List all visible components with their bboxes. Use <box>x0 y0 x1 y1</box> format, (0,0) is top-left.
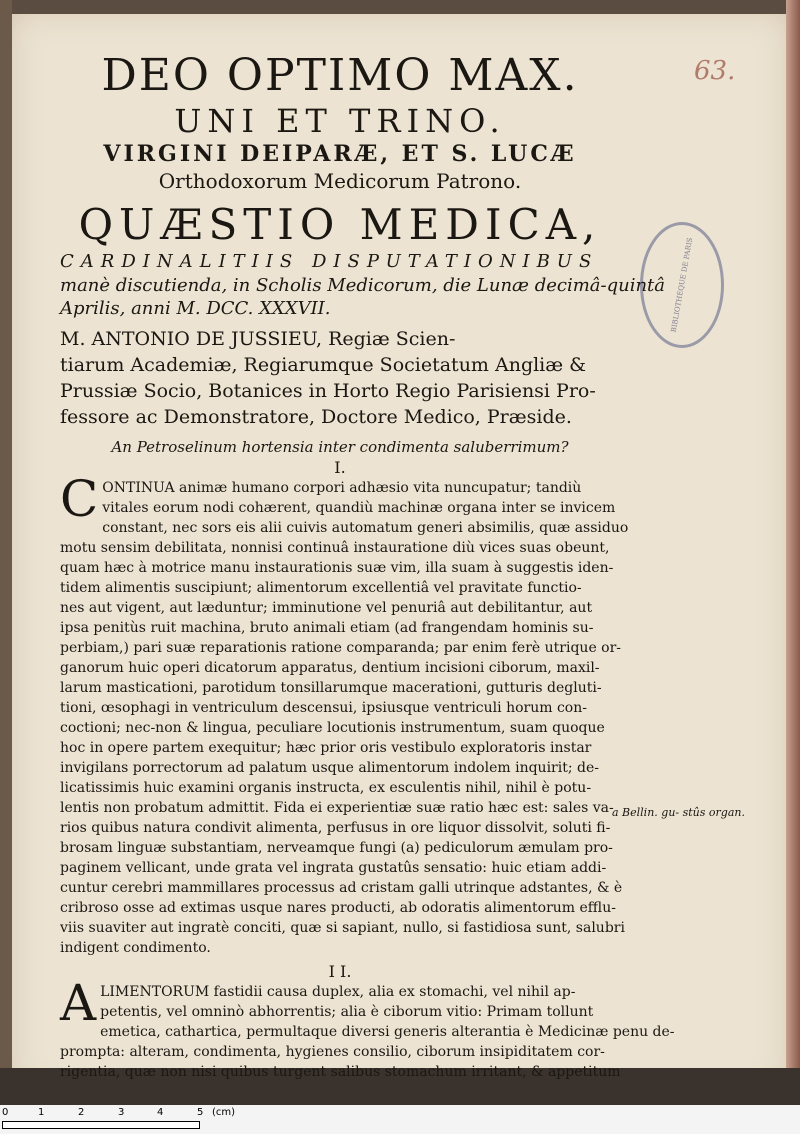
body-line: ONTINUA animæ humano corpori adhæsio vita nuncupatur; tandiù <box>102 480 582 496</box>
ruler-label: 0 <box>2 1107 9 1118</box>
section-1-body <box>60 470 629 958</box>
body-line: invigilans porrectorum ad palatum usque alimentorum indolem inquirit; de- <box>60 760 599 776</box>
ruler-unit-label: (cm) <box>212 1107 236 1118</box>
subtitle-line-2: manè discutienda, in Scholis Medicorum, die Lunæ decimâ-quintâ <box>60 275 666 296</box>
body-line: LIMENTORUM fastidii causa duplex, alia ex stomachi, vel nihil ap- <box>100 984 576 1000</box>
section-2-dropcap: A <box>60 974 97 1032</box>
body-line: tidem alimentis suscipiunt; alimentorum excellentiâ vel pravitate functio- <box>60 580 582 596</box>
body-line: larum masticationi, parotidum tonsillarumque macerationi, gutturis degluti- <box>60 680 602 696</box>
ruler-bar <box>2 1121 200 1129</box>
ruler-label: 2 <box>78 1107 85 1118</box>
body-line: licatissimis huic examini organis instructa, ex esculentis nihil, nihil è potu- <box>60 780 592 796</box>
ruler-label: 4 <box>157 1107 164 1118</box>
page-right-edge <box>786 0 800 1105</box>
ruler-label: 5 <box>197 1107 204 1118</box>
dedication-line-3: VIRGINI DEIPARÆ, ET S. LUCÆ <box>103 141 577 167</box>
document-content <box>60 50 675 1082</box>
dedication-line-1: DEO OPTIMO MAX. <box>101 50 579 101</box>
praeses-block <box>60 326 620 430</box>
body-line: cuntur cerebri mammillares processus ad cristam galli utrinque adstantes, & è <box>60 880 623 896</box>
ruler-label: 1 <box>38 1107 45 1118</box>
dedication-line-2: UNI ET TRINO. <box>174 102 506 140</box>
quaestio-title: QUÆSTIO MEDICA, <box>78 200 602 249</box>
section-1-dropcap: C <box>60 470 99 528</box>
body-line: vitales eorum nodi cohærent, quandiù machinæ organa inter se invicem <box>102 500 616 516</box>
body-line: viis suaviter aut ingratè conciti, quæ si sapiant, nullo, si fastidiosa sunt, salubri <box>60 920 625 936</box>
body-line: hoc in opere partem exequitur; hæc prior oris vestibulo exploratoris instar <box>60 740 592 756</box>
body-line: ganorum huic operi dicatorum apparatus, dentium incisioni ciborum, maxil- <box>60 660 600 676</box>
body-line: rios quibus natura condivit alimenta, perfusus in ore liquor dissolvit, soluti fi- <box>60 820 611 836</box>
body-line: ipsa penitùs ruit machina, bruto animali etiam (ad frangendam hominis su- <box>60 620 594 636</box>
praeses-line: Prussiæ Socio, Botanices in Horto Regio Parisiensi Pro- <box>60 380 596 402</box>
body-line: constant, nec sors eis alii cuivis automatum generi absimilis, quæ assiduo <box>102 520 629 536</box>
body-line: prompta: alteram, condimenta, hygienes consilio, ciborum insipiditatem cor- <box>60 1044 605 1060</box>
body-line: indigent condimento. <box>60 940 211 956</box>
subtitle-line-1: CARDINALITIIS DISPUTATIONIBUS <box>60 251 599 272</box>
question-line: An Petroselinum hortensia inter condimenta saluberrimum? <box>111 438 569 456</box>
body-line: tioni, œsophagi in ventriculum descensui, ipsiusque ventriculi horum con- <box>60 700 587 716</box>
handwritten-folio-number: 63. <box>694 56 736 86</box>
section-1-number: I. <box>334 458 346 477</box>
stamp-lettering: BIBLIOTHEQUE DE PARIS <box>669 237 695 333</box>
scale-ruler <box>0 1105 800 1134</box>
body-line: cribroso osse ad extimas usque nares producti, ab odoratis alimentorum efflu- <box>60 900 616 916</box>
body-line: coctioni; nec-non & lingua, peculiare locutionis instrumentum, suam quoque <box>60 720 605 736</box>
dedication-line-4: Orthodoxorum Medicorum Patrono. <box>158 169 522 193</box>
body-line: motu sensim debilitata, nonnisi continuâ instauratione diù vices suas obeunt, <box>60 540 610 556</box>
section-2-body <box>60 974 675 1082</box>
section-2-number: I I. <box>328 962 352 981</box>
praeses-line: M. ANTONIO DE JUSSIEU, Regiæ Scien- <box>60 328 456 350</box>
body-line: nes aut vigent, aut læduntur; imminutione vel penuriâ aut debilitantur, aut <box>60 600 593 616</box>
ruler-label: 3 <box>118 1107 125 1118</box>
body-line: lentis non probatum admittit. Fida ei experientiæ suæ ratio hæc est: sales va- <box>60 800 614 816</box>
body-line: paginem vellicant, unde grata vel ingrata gustatûs sensatio: huic etiam addi- <box>60 860 607 876</box>
body-line: petentis, vel omninò abhorrentis; alia è ciborum vitio: Primam tollunt <box>100 1004 594 1020</box>
body-line: emetica, cathartica, permultaque diversi generis alterantia è Medicinæ penu de- <box>100 1024 675 1040</box>
page-top-edge <box>12 0 800 14</box>
praeses-line: fessore ac Demonstratore, Doctore Medico, Præside. <box>60 406 572 428</box>
book-spine <box>0 0 12 1105</box>
body-line: quam hæc à motrice manu instaurationis suæ vim, illa suam à suggestis iden- <box>60 560 614 576</box>
body-line: perbiam,) pari suæ reparationis ratione comparanda; par enim ferè utrique or- <box>60 640 622 656</box>
body-line: brosam linguæ substantiam, nerveamque fungi (a) pediculorum æmulam pro- <box>60 840 613 856</box>
margin-note: a Bellin. gu- stûs organ. <box>612 806 745 819</box>
body-line: rigentia, quæ non nisi quibus turgent salibus stomachum irritant, & appetitum <box>60 1064 621 1080</box>
subtitle-line-3: Aprilis, anni M. DCC. XXXVII. <box>60 298 331 319</box>
praeses-line: tiarum Academiæ, Regiarumque Societatum Angliæ & <box>60 354 587 376</box>
